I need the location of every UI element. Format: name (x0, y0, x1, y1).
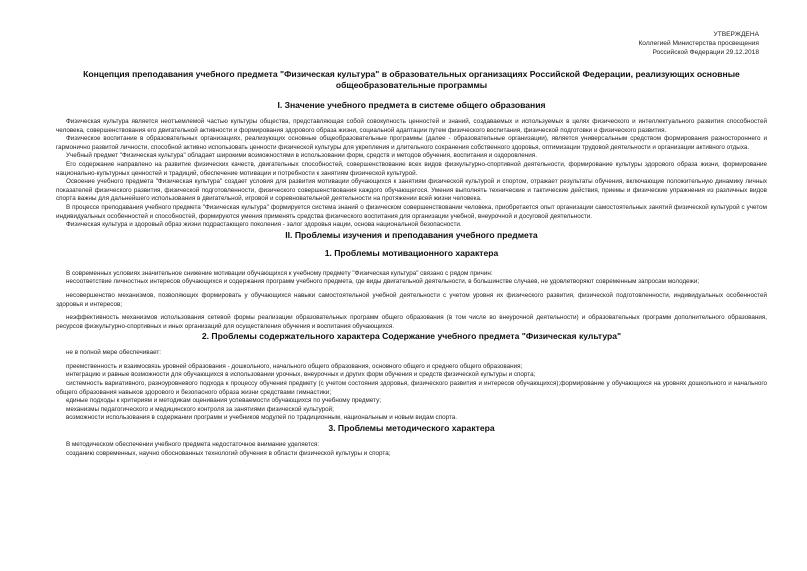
approval-line-2: Коллегией Министерства просвещения (638, 40, 759, 47)
approval-stamp (56, 30, 759, 57)
list-item: возможности использования в содержании программ и учебников модулей по традиционным, национальным и новым видам спорта. (66, 414, 458, 422)
approval-line-1: УТВЕРЖДЕНА (713, 31, 759, 38)
list-item: преемственность и взаимосвязь уровней образования - дошкольного, начального общего образования, основного общего и среднего общего образования; (66, 362, 523, 370)
subsection-1-heading: 1. Проблемы мотивационного характера (324, 247, 499, 258)
list-item: единые подходы к критериям и методикам оценивания успеваемости обучающихся по учебному предмету; (66, 397, 382, 405)
paragraph: Его содержание направлено на развитие физических качеств, двигательных способностей, совершенствование всех видов физкультурно-спортивной деятельности, формирование культуры здорового образа жизни, формирование национально-культурных ценностей и традиций, обеспечение мотивации и потребности к занятиям физической культурой. (56, 160, 767, 177)
paragraph: В современных условиях значительное снижение мотивации обучающихся к учебному предмету "Физическая культура" связано с рядом причин: (66, 269, 493, 277)
approval-line-3: Российской Федерации 29.12.2018 (652, 49, 759, 56)
paragraph: не в полной мере обеспечивает: (66, 349, 161, 357)
paragraph: Освоение учебного предмета "Физическая культура" создает условия для развития мотивации обучающихся к занятиям физической культурой и спортом, отражает результаты обучения, включающие положительную динамику личных показателей физического развития, физической подготовленности, физического совершенствования каждого обучающегося. Умения выполнять технические и тактические действия, приемы и физические упражнения из различных видов спорта важны для дальнейшего использования в двигательной, игровой и соревновательной деятельности на протяжении всей жизни человека. (56, 178, 767, 203)
list-item: механизмы педагогического и медицинского контроля за занятиями физической культурой; (66, 405, 334, 413)
list-item: неэффективность механизмов использования сетевой формы реализации образовательных программ общего образования (в том числе во внеурочной деятельности) и образовательных программ дополнительного образования, ресурсов физкультурно-спортивных и иных организаций для осуществления обучения и воспитания обучающихся. (56, 314, 767, 330)
paragraph: Физическая культура и здоровый образ жизни подрастающего поколения - залог здоровья нации, основа национальной безопасности. (66, 221, 462, 229)
list-item: созданию современных, научно обоснованных технологий обучения в области физической культуры и спорта; (66, 449, 391, 457)
list-item: интеграцию и равные возможности для обучающихся в использовании урочных, внеурочных и других форм обучения и средств физической культуры и спорта; (66, 371, 536, 379)
subsection-3-heading: 3. Проблемы методического характера (328, 423, 495, 434)
list-item: системность вариативного, разноуровневого подхода к процессу обучения предмету (с учетом состояния здоровья, физического развития и интересов обучающихся);формирование у обучающихся на уровнях дошкольного и начального общего образования навыков здорового и безопасного образа жизни средствами гимнастики; (56, 380, 767, 396)
list-item: несовершенство механизмов, позволяющих формировать у обучающихся навыки самостоятельной учебной деятельности с учетом уровня их физического развития, физической подготовленности, индивидуальных особенностей здоровья и интересов; (56, 291, 767, 308)
list-item: несоответствие личностных интересов обучающихся и содержания программ учебного предмета, где виды двигательной деятельности, в большинстве случаев, не удовлетворяют современным запросам молодежи; (66, 278, 700, 286)
subsection-2-heading: 2. Проблемы содержательного характера Содержание учебного предмета "Физическая культура" (201, 331, 622, 342)
paragraph: В методическом обеспечении учебного предмета недостаточное внимание уделяется: (66, 441, 320, 449)
document-title: Концепция преподавания учебного предмета "Физическая культура" в образовательных организациях Российской Федерации, реализующих основные общеобразовательные программы (83, 69, 740, 90)
section-1-heading: I. Значение учебного предмета в системе общего образования (277, 100, 546, 110)
section-2-heading: II. Проблемы изучения и преподавания учебного предмета (285, 229, 538, 240)
paragraph: В процессе преподавания учебного предмета "Физическая культура" формируется система знаний о физическом совершенствовании человека, приобретается опыт организации самостоятельных занятий физической культурой с учетом индивидуальных особенностей и способностей, формируются умения применять средства физического воспитания для организации учебной, внеурочной и досуговой деятельности. (56, 203, 767, 220)
paragraph: Физическое воспитание в образовательных организациях, реализующих основные общеобразовательные программы (далее - образовательные организации), является универсальным средством формирования разностороннего и гармонично развитой личности, способной активно использовать ценности физической культуры для укрепления и длительного сохранения собственного здоровья, оптимизации трудовой деятельности и организации активного отдыха. (56, 135, 767, 151)
paragraph: Физическая культура является неотъемлемой частью культуры общества, представляющая собой совокупность ценностей и знаний, создаваемых и используемых в целях физического и интеллектуального развития способностей человека, совершенствования его двигательной активности и формирования здорового образа жизни, социальной адаптации путем физического воспитания, физической подготовки и физического развития. (56, 118, 767, 134)
paragraph: Учебный предмет "Физическая культура" обладает широкими возможностями в использовании форм, средств и методов обучения, воспитания и оздоровления. (66, 152, 537, 160)
